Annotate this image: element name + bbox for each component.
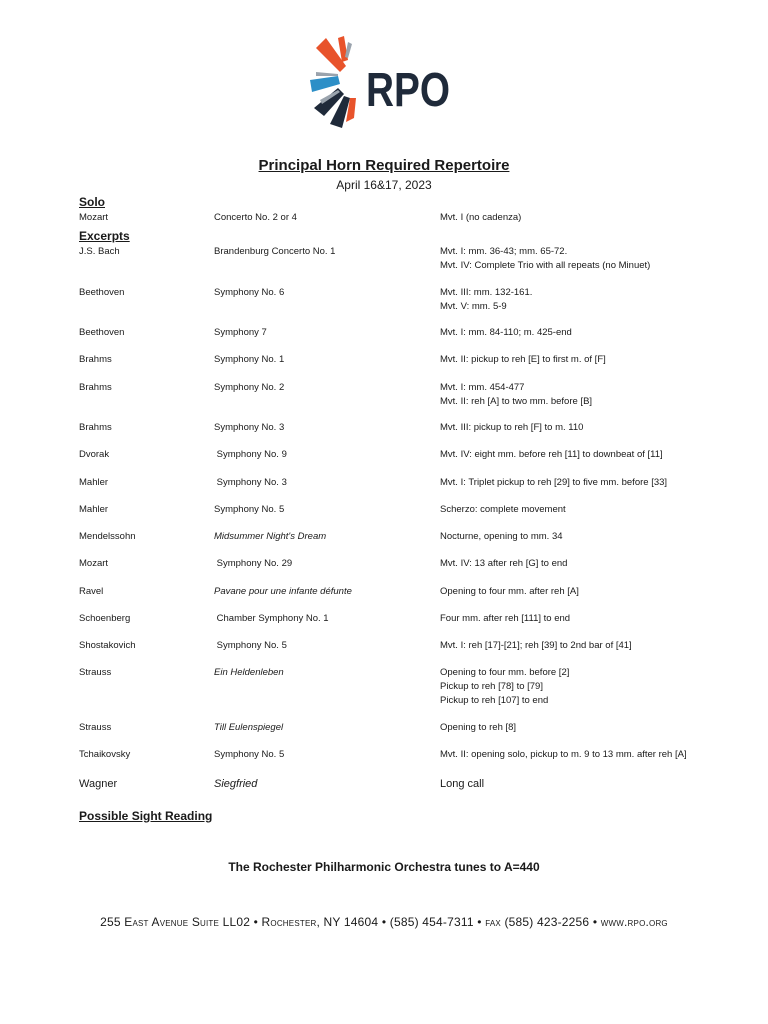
tuning-note: The Rochester Philharmonic Orchestra tunes to A=440 xyxy=(228,860,540,874)
detail-line: Pickup to reh [78] to [79] xyxy=(440,681,543,692)
detail-line: Mvt. I: mm. 36-43; mm. 65-72. xyxy=(440,246,568,257)
work: Chamber Symphony No. 1 xyxy=(214,613,329,624)
detail-line: Mvt. III: mm. 132-161. xyxy=(440,287,533,298)
work: Pavane pour une infante défunte xyxy=(214,586,352,597)
details: Mvt. I: mm. 84-110; m. 425-end xyxy=(440,327,572,338)
work: Symphony No. 3 xyxy=(214,422,285,433)
work: Symphony No. 5 xyxy=(214,749,285,760)
details: Nocturne, opening to mm. 34 xyxy=(440,531,563,542)
composer: Brahms xyxy=(79,354,112,365)
details: Mvt. I: reh [17]-[21]; reh [39] to 2nd bar of [41] xyxy=(440,640,632,651)
detail-line: Mvt. V: mm. 5-9 xyxy=(440,301,507,312)
work: Symphony No. 5 xyxy=(214,640,287,651)
work: Midsummer Night's Dream xyxy=(214,531,327,542)
detail-line: Opening to four mm. before [2] xyxy=(440,667,570,678)
details: Mvt. I (no cadenza) xyxy=(440,212,522,223)
composer: Strauss xyxy=(79,722,112,733)
details: Mvt. I: Triplet pickup to reh [29] to five mm. before [33] xyxy=(440,477,668,488)
composer: Shostakovich xyxy=(79,640,136,651)
composer: Beethoven xyxy=(79,287,125,298)
logo-text: RPO xyxy=(366,64,450,117)
section-excerpts: Excerpts xyxy=(79,229,130,243)
details: Mvt. II: opening solo, pickup to m. 9 to 13 mm. after reh [A] xyxy=(440,749,687,760)
composer: Schoenberg xyxy=(79,613,131,624)
work: Concerto No. 2 or 4 xyxy=(214,212,297,223)
details: Four mm. after reh [111] to end xyxy=(440,613,571,624)
logo-burst-icon xyxy=(310,36,356,128)
details xyxy=(440,666,569,708)
page-title: Principal Horn Required Repertoire xyxy=(258,157,510,174)
footer-address: 255 East Avenue Suite LL02 • Rochester, NY 14604 • (585) 454-7311 • fax (585) 423-2256 • www.rpo.org xyxy=(100,915,668,929)
details: Opening to reh [8] xyxy=(440,722,517,733)
composer: Brahms xyxy=(79,382,112,393)
section-sight-reading: Possible Sight Reading xyxy=(79,809,213,823)
details xyxy=(440,286,532,314)
details: Mvt. III: pickup to reh [F] to m. 110 xyxy=(440,422,584,433)
composer: Mozart xyxy=(79,212,109,223)
composer: Strauss xyxy=(79,667,112,678)
details: Opening to four mm. after reh [A] xyxy=(440,586,579,597)
work: Symphony No. 6 xyxy=(214,287,285,298)
page-date: April 16&17, 2023 xyxy=(336,178,432,192)
detail-line: Mvt. I: mm. 454-477 xyxy=(440,382,525,393)
work: Symphony No. 1 xyxy=(214,354,285,365)
work: Symphony 7 xyxy=(214,327,267,338)
composer: Mendelssohn xyxy=(79,531,136,542)
work: Symphony No. 29 xyxy=(214,558,293,569)
detail-line: Mvt. IV: Complete Trio with all repeats (no Minuet) xyxy=(440,260,651,271)
work: Siegfried xyxy=(214,778,258,790)
composer: Ravel xyxy=(79,586,104,597)
work: Symphony No. 2 xyxy=(214,382,285,393)
work: Till Eulenspiegel xyxy=(214,722,284,733)
composer: Mozart xyxy=(79,558,109,569)
composer: J.S. Bach xyxy=(79,246,120,257)
composer: Mahler xyxy=(79,477,109,488)
composer: Tchaikovsky xyxy=(79,749,131,760)
rpo-logo xyxy=(308,36,458,132)
work: Symphony No. 3 xyxy=(214,477,287,488)
details: Mvt. IV: eight mm. before reh [11] to downbeat of [11] xyxy=(440,449,663,460)
detail-line: Mvt. II: reh [A] to two mm. before [B] xyxy=(440,396,593,407)
details xyxy=(440,381,592,409)
work: Ein Heldenleben xyxy=(214,667,284,678)
composer: Beethoven xyxy=(79,327,125,338)
composer: Wagner xyxy=(79,778,118,790)
work: Symphony No. 5 xyxy=(214,504,285,515)
composer: Mahler xyxy=(79,504,109,515)
composer: Brahms xyxy=(79,422,112,433)
detail-line: Pickup to reh [107] to end xyxy=(440,695,549,706)
composer: Dvorak xyxy=(79,449,110,460)
details: Long call xyxy=(440,778,485,790)
details: Scherzo: complete movement xyxy=(440,504,566,515)
section-solo: Solo xyxy=(79,195,105,209)
work: Brandenburg Concerto No. 1 xyxy=(214,246,336,257)
details: Mvt. IV: 13 after reh [G] to end xyxy=(440,558,568,569)
details xyxy=(440,245,650,273)
work: Symphony No. 9 xyxy=(214,449,287,460)
details: Mvt. II: pickup to reh [E] to first m. of [F] xyxy=(440,354,606,365)
